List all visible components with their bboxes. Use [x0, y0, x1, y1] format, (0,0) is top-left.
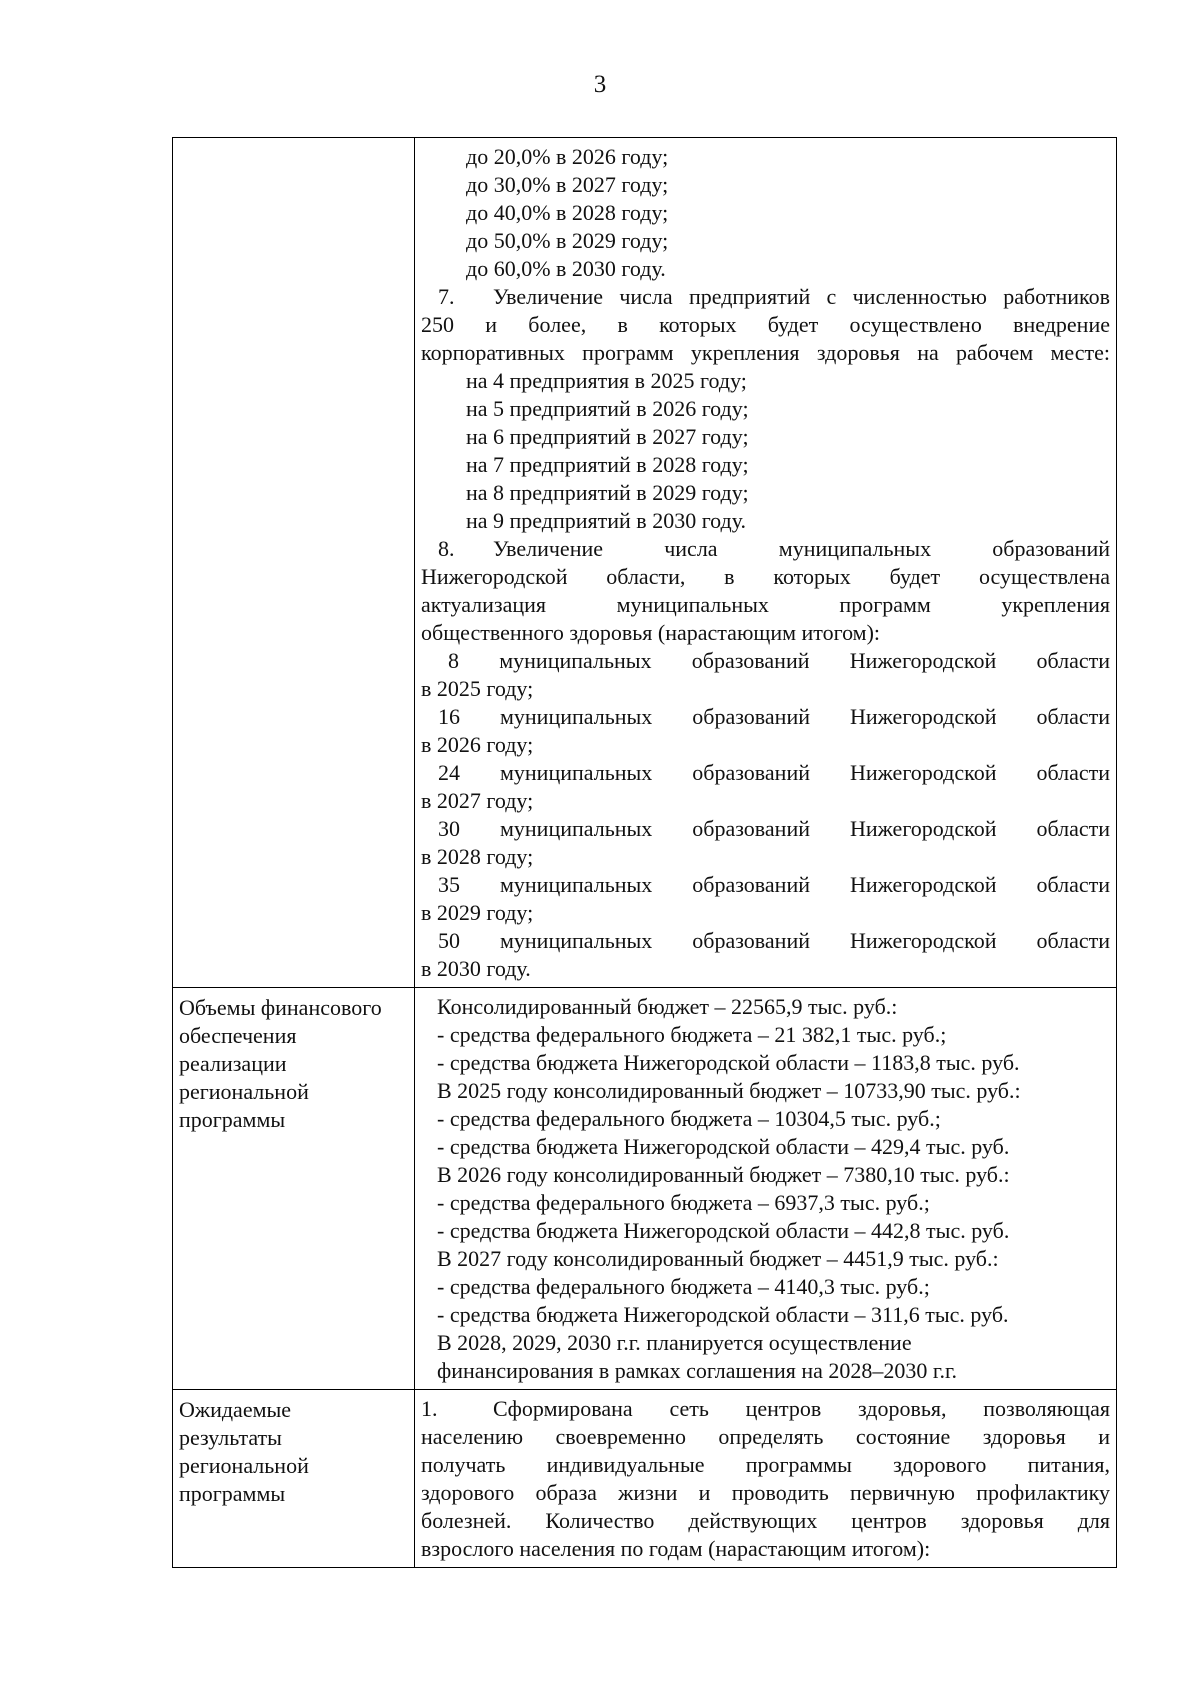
- enterprise-line: на 7 предприятий в 2028 году;: [466, 452, 749, 477]
- financing-line: В 2026 году консолидированный бюджет – 7380,10 тыс. руб.:: [437, 1162, 1010, 1187]
- municipality-year: в 2029 году;: [421, 900, 534, 925]
- item-text-line: общественного здоровья (нарастающим итогом):: [421, 620, 881, 645]
- financing-line: В 2027 году консолидированный бюджет – 4451,9 тыс. руб.:: [437, 1246, 999, 1271]
- financing-line: - средства федерального бюджета – 4140,3 тыс. руб.;: [437, 1274, 930, 1299]
- percent-line: до 60,0% в 2030 году.: [466, 256, 666, 281]
- item-number: 1.: [421, 1396, 438, 1421]
- label-line: Ожидаемые: [179, 1397, 292, 1422]
- label-line: обеспечения: [179, 1023, 297, 1048]
- item-text-line: населению своевременно определять состояние здоровья и: [421, 1424, 1110, 1449]
- table-row-financing: [173, 988, 1117, 1390]
- label-line: региональной: [179, 1079, 309, 1104]
- municipality-year: в 2026 году;: [421, 732, 534, 757]
- row-label-financing: [173, 988, 415, 1390]
- label-line: региональной: [179, 1453, 309, 1478]
- municipality-line: 30 муниципальных образований Нижегородской области: [438, 816, 1110, 841]
- item-text-line: взрослого населения по годам (нарастающим итогом):: [421, 1536, 931, 1561]
- enterprise-line: на 9 предприятий в 2030 году.: [466, 508, 747, 533]
- financing-line: В 2028, 2029, 2030 г.г. планируется осуществление: [437, 1330, 912, 1355]
- item-text-line: здорового образа жизни и проводить первичную профилактику: [421, 1480, 1110, 1505]
- financing-line: - средства федерального бюджета – 21 382,1 тыс. руб.;: [437, 1022, 947, 1047]
- item-8-heading: [421, 535, 1110, 563]
- enterprise-line: на 8 предприятий в 2029 году;: [466, 480, 749, 505]
- percent-line: до 30,0% в 2027 году;: [466, 172, 669, 197]
- item-text: Увеличение числа муниципальных образований: [493, 536, 1110, 561]
- financing-line: - средства бюджета Нижегородской области – 429,4 тыс. руб.: [437, 1134, 1010, 1159]
- financing-line: - средства бюджета Нижегородской области – 442,8 тыс. руб.: [437, 1218, 1010, 1243]
- label-line: Объемы финансового: [179, 995, 382, 1020]
- item-7-heading: [421, 283, 1110, 311]
- result-1-heading: [421, 1395, 1110, 1423]
- financing-line: финансирования в рамках соглашения на 2028–2030 г.г.: [437, 1358, 958, 1383]
- financing-line: - средства федерального бюджета – 6937,3 тыс. руб.;: [437, 1190, 930, 1215]
- item-number: 7.: [438, 284, 455, 309]
- label-line: реализации: [179, 1051, 287, 1076]
- item-text-line: Нижегородской области, в которых будет осуществлена: [421, 564, 1110, 589]
- item-number: 8.: [438, 536, 455, 561]
- table-row-results: [173, 1390, 1117, 1568]
- row-content-financing: [415, 988, 1117, 1390]
- percent-line: до 50,0% в 2029 году;: [466, 228, 669, 253]
- item-text: Увеличение числа предприятий с численностью работников: [493, 284, 1110, 309]
- item-text-line: 250 и более, в которых будет осуществлено внедрение: [421, 312, 1110, 337]
- municipality-line: 16 муниципальных образований Нижегородской области: [438, 704, 1110, 729]
- item-text-line: получать индивидуальные программы здорового питания,: [421, 1452, 1110, 1477]
- municipality-line: 35 муниципальных образований Нижегородской области: [438, 872, 1110, 897]
- financing-line: - средства бюджета Нижегородской области – 1183,8 тыс. руб.: [437, 1050, 1020, 1075]
- page-number: 3: [593, 71, 607, 98]
- enterprise-line: на 4 предприятия в 2025 году;: [466, 368, 747, 393]
- financing-line: - средства федерального бюджета – 10304,5 тыс. руб.;: [437, 1106, 941, 1131]
- financing-line: Консолидированный бюджет – 22565,9 тыс. руб.:: [437, 994, 898, 1019]
- row-content-indicators: [415, 138, 1117, 988]
- percent-line: до 20,0% в 2026 году;: [466, 144, 669, 169]
- municipality-year: в 2030 году.: [421, 956, 531, 981]
- enterprise-line: на 6 предприятий в 2027 году;: [466, 424, 749, 449]
- row-label-results: [173, 1390, 415, 1568]
- enterprise-line: на 5 предприятий в 2026 году;: [466, 396, 749, 421]
- municipality-year: в 2025 году;: [421, 676, 534, 701]
- item-text-line: корпоративных программ укрепления здоровья на рабочем месте:: [421, 340, 1110, 365]
- item-text-line: актуализация муниципальных программ укрепления: [421, 592, 1110, 617]
- financing-line: В 2025 году консолидированный бюджет – 10733,90 тыс. руб.:: [437, 1078, 1021, 1103]
- financing-line: - средства бюджета Нижегородской области – 311,6 тыс. руб.: [437, 1302, 1009, 1327]
- label-line: программы: [179, 1107, 286, 1132]
- municipality-line: 24 муниципальных образований Нижегородской области: [438, 760, 1110, 785]
- label-line: программы: [179, 1481, 286, 1506]
- municipality-line: 50 муниципальных образований Нижегородской области: [438, 928, 1110, 953]
- item-text-line: болезней. Количество действующих центров здоровья для: [421, 1508, 1110, 1533]
- row-label-empty: [173, 138, 415, 988]
- percent-line: до 40,0% в 2028 году;: [466, 200, 669, 225]
- passport-table: [172, 137, 1117, 1568]
- table-row-indicators: [173, 138, 1117, 988]
- municipality-year: в 2028 году;: [421, 844, 534, 869]
- municipality-year: в 2027 году;: [421, 788, 534, 813]
- item-text: Сформирована сеть центров здоровья, позволяющая: [493, 1396, 1110, 1421]
- row-content-results: [415, 1390, 1117, 1568]
- municipality-line: 8 муниципальных образований Нижегородской области: [448, 648, 1110, 673]
- label-line: результаты: [179, 1425, 282, 1450]
